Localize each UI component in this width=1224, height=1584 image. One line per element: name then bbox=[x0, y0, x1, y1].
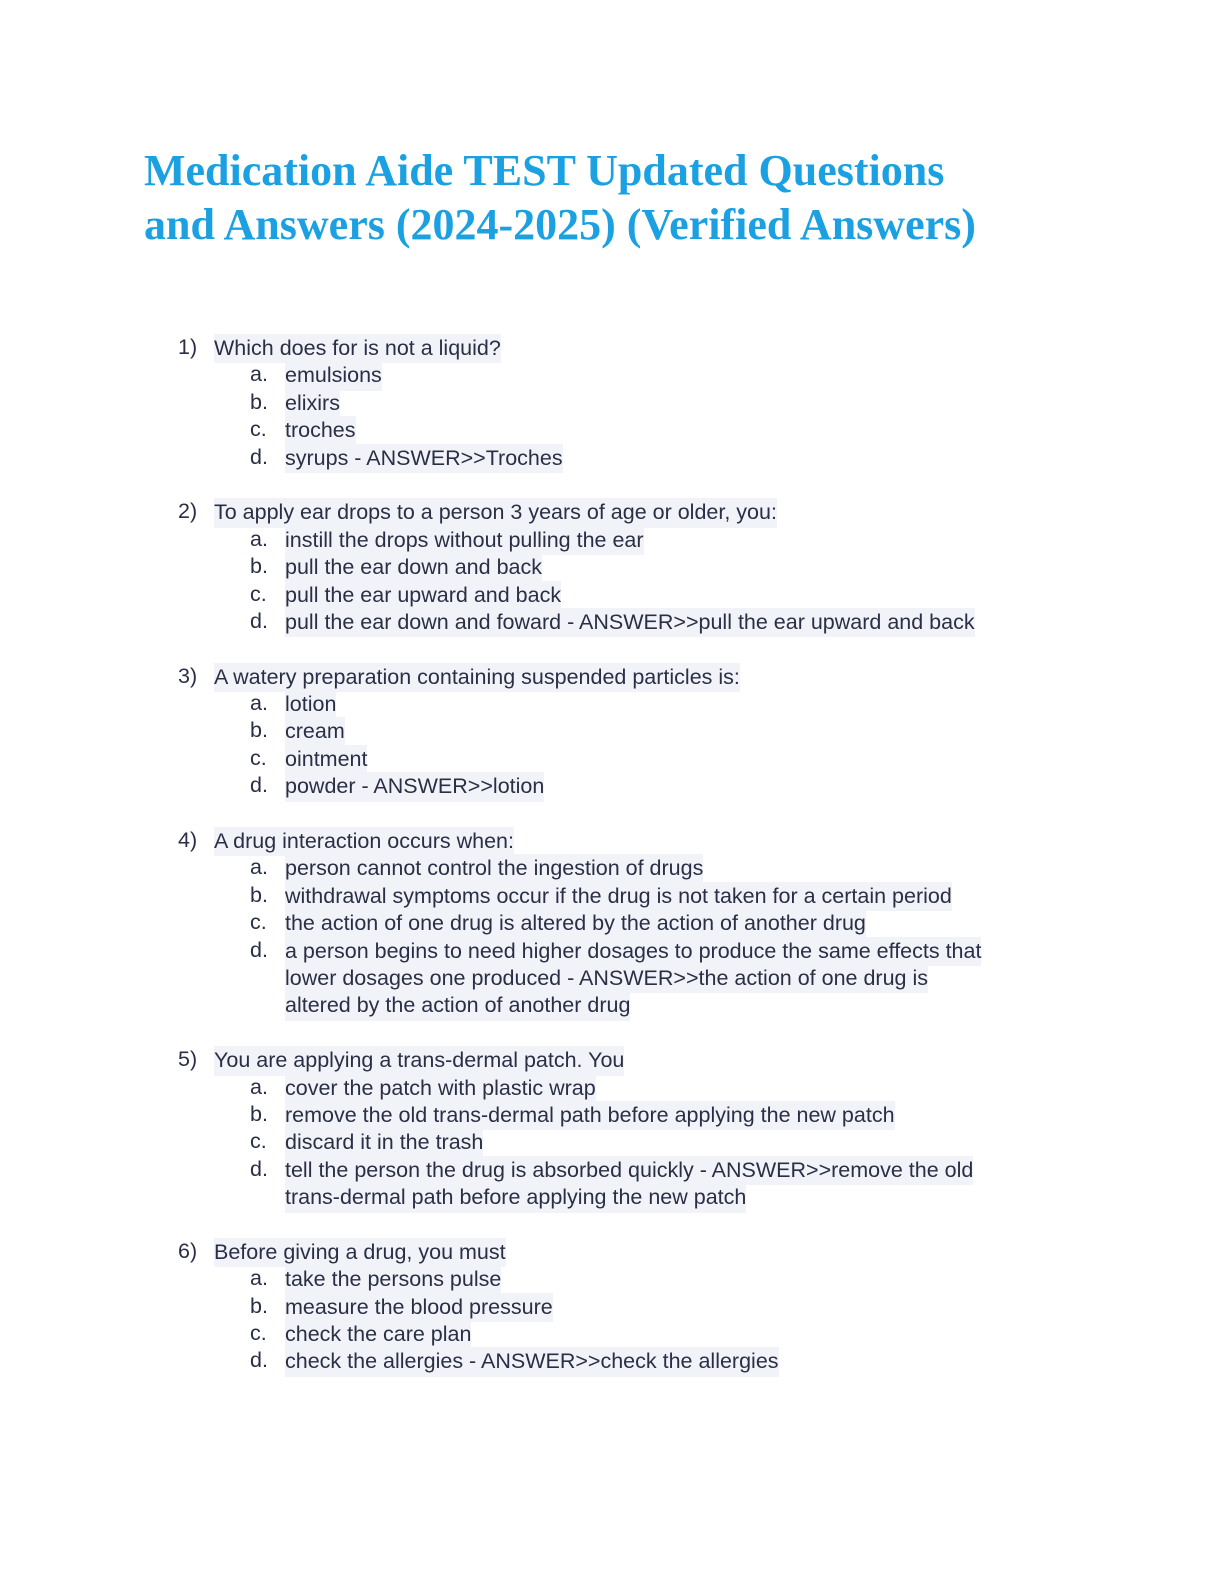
option-c bbox=[0, 1128, 1224, 1155]
question-number: 4) bbox=[178, 828, 198, 853]
option-label: c. bbox=[250, 1129, 267, 1154]
option-label: a. bbox=[250, 526, 268, 551]
question-text: A drug interaction occurs when: bbox=[214, 827, 514, 856]
option-d bbox=[0, 444, 1224, 471]
option-d bbox=[0, 1347, 1224, 1374]
option-text: trans-dermal path before applying the new patch bbox=[285, 1183, 746, 1212]
title-line-2: and Answers (2024-2025) (Verified Answers) bbox=[144, 200, 976, 249]
question-number: 1) bbox=[178, 335, 198, 359]
question-number: 5) bbox=[178, 1047, 198, 1072]
option-text: the action of one drug is altered by the action of another drug bbox=[285, 909, 866, 938]
question-3 bbox=[0, 663, 1224, 800]
option-b bbox=[0, 1101, 1224, 1128]
option-a bbox=[0, 526, 1224, 553]
option-b bbox=[0, 1293, 1224, 1320]
question-4 bbox=[0, 827, 1224, 1019]
question-number: 6) bbox=[178, 1238, 198, 1263]
question-stem bbox=[0, 663, 1224, 690]
option-c bbox=[0, 909, 1224, 936]
option-text: pull the ear down and foward - ANSWER>>pull the ear upward and back bbox=[285, 608, 975, 637]
option-text: emulsions bbox=[285, 361, 382, 390]
option-label: c. bbox=[250, 910, 267, 935]
option-text: a person begins to need higher dosages to produce the same effects that bbox=[285, 937, 981, 966]
option-b bbox=[0, 717, 1224, 744]
option-label: d. bbox=[250, 608, 268, 633]
option-text: measure the blood pressure bbox=[285, 1293, 553, 1322]
option-c bbox=[0, 581, 1224, 608]
option-label: b. bbox=[250, 389, 268, 414]
option-label: c. bbox=[250, 745, 267, 770]
option-d bbox=[0, 608, 1224, 635]
question-text: Which does for is not a liquid? bbox=[214, 334, 501, 363]
title-line-1: Medication Aide TEST Updated Questions bbox=[144, 146, 945, 195]
option-d bbox=[0, 937, 1224, 964]
option-label: a. bbox=[250, 362, 268, 387]
question-1 bbox=[0, 334, 1224, 471]
option-text: discard it in the trash bbox=[285, 1128, 483, 1157]
question-2 bbox=[0, 498, 1224, 635]
option-text: altered by the action of another drug bbox=[285, 991, 630, 1020]
question-stem bbox=[0, 334, 1224, 361]
option-a bbox=[0, 361, 1224, 388]
option-label: b. bbox=[250, 1293, 268, 1318]
option-c bbox=[0, 416, 1224, 443]
option-d-continued bbox=[0, 1183, 1224, 1210]
option-b bbox=[0, 389, 1224, 416]
option-text: ointment bbox=[285, 745, 367, 774]
option-text: check the care plan bbox=[285, 1320, 471, 1349]
option-label: d. bbox=[250, 1156, 268, 1181]
question-text: To apply ear drops to a person 3 years of age or older, you: bbox=[214, 498, 777, 527]
option-d bbox=[0, 772, 1224, 799]
option-d bbox=[0, 1156, 1224, 1183]
option-text: elixirs bbox=[285, 389, 340, 418]
option-label: d. bbox=[250, 937, 268, 962]
option-text: pull the ear down and back bbox=[285, 553, 542, 582]
document-title bbox=[144, 144, 1104, 252]
option-label: a. bbox=[250, 1074, 268, 1099]
option-label: a. bbox=[250, 691, 268, 716]
option-a bbox=[0, 690, 1224, 717]
option-a bbox=[0, 1074, 1224, 1101]
question-text: You are applying a trans-dermal patch. You bbox=[214, 1046, 624, 1075]
option-text: instill the drops without pulling the ear bbox=[285, 526, 644, 555]
question-6 bbox=[0, 1238, 1224, 1375]
option-b bbox=[0, 882, 1224, 909]
question-stem bbox=[0, 1238, 1224, 1265]
option-text: remove the old trans-dermal path before applying the new patch bbox=[285, 1101, 895, 1130]
option-text: powder - ANSWER>>lotion bbox=[285, 772, 544, 801]
option-text: lotion bbox=[285, 690, 336, 719]
question-number: 2) bbox=[178, 499, 198, 524]
option-label: c. bbox=[250, 581, 267, 606]
question-stem bbox=[0, 1046, 1224, 1073]
question-stem bbox=[0, 498, 1224, 525]
option-text: lower dosages one produced - ANSWER>>the action of one drug is bbox=[285, 964, 928, 993]
option-label: c. bbox=[250, 417, 267, 442]
option-label: d. bbox=[250, 444, 268, 469]
option-d-continued bbox=[0, 991, 1224, 1018]
option-text: tell the person the drug is absorbed quickly - ANSWER>>remove the old bbox=[285, 1156, 973, 1185]
option-text: withdrawal symptoms occur if the drug is not taken for a certain period bbox=[285, 882, 952, 911]
option-d-continued bbox=[0, 964, 1224, 991]
option-label: b. bbox=[250, 882, 268, 907]
option-text: cover the patch with plastic wrap bbox=[285, 1074, 596, 1103]
option-text: take the persons pulse bbox=[285, 1265, 501, 1294]
option-c bbox=[0, 1320, 1224, 1347]
option-label: a. bbox=[250, 855, 268, 880]
option-text: pull the ear upward and back bbox=[285, 581, 561, 610]
option-label: d. bbox=[250, 773, 268, 798]
option-label: b. bbox=[250, 718, 268, 743]
question-text: A watery preparation containing suspended particles is: bbox=[214, 663, 740, 692]
option-label: b. bbox=[250, 554, 268, 579]
question-number: 3) bbox=[178, 663, 198, 688]
option-text: troches bbox=[285, 416, 356, 445]
option-text: check the allergies - ANSWER>>check the allergies bbox=[285, 1347, 779, 1376]
question-list bbox=[0, 334, 1224, 1402]
option-text: person cannot control the ingestion of drugs bbox=[285, 854, 703, 883]
option-a bbox=[0, 854, 1224, 881]
option-c bbox=[0, 745, 1224, 772]
question-text: Before giving a drug, you must bbox=[214, 1238, 506, 1267]
question-5 bbox=[0, 1046, 1224, 1210]
option-text: syrups - ANSWER>>Troches bbox=[285, 444, 563, 473]
option-b bbox=[0, 553, 1224, 580]
question-stem bbox=[0, 827, 1224, 854]
option-label: a. bbox=[250, 1266, 268, 1291]
option-label: b. bbox=[250, 1101, 268, 1126]
option-text: cream bbox=[285, 717, 345, 746]
option-label: d. bbox=[250, 1348, 268, 1373]
option-label: c. bbox=[250, 1321, 267, 1346]
option-a bbox=[0, 1265, 1224, 1292]
